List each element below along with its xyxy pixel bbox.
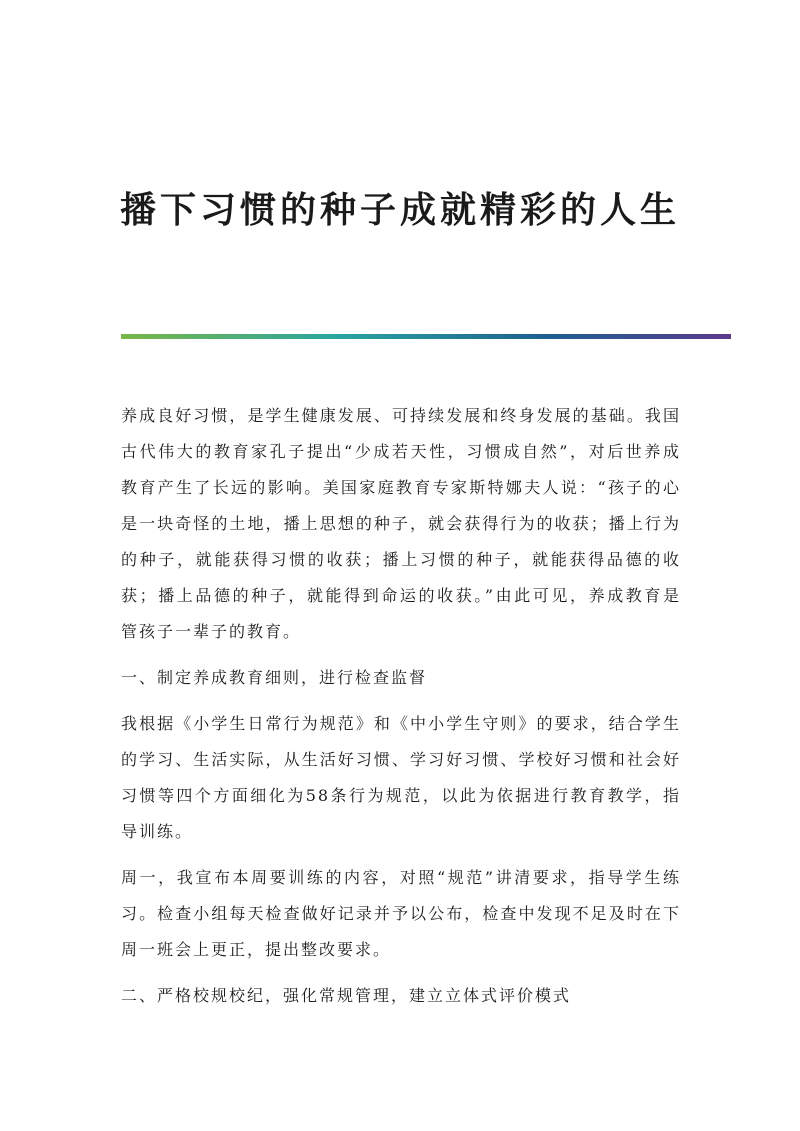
document-title: 播下习惯的种子成就精彩的人生	[119, 189, 680, 231]
document-body	[121, 398, 681, 1024]
title-divider	[121, 334, 731, 339]
paragraph-rules: 我根据《小学生日常行为规范》和《中小学生守则》的要求，结合学生的学习、生活实际，从生活好习惯、学习好习惯、学校好习惯和社会好习惯等四个方面细化为58条行为规范，以此为依据进行教育教学，指导训练。	[121, 714, 681, 841]
section-heading-2: 二、严格校规校纪，强化常规管理，建立立体式评价模式	[121, 986, 572, 1005]
section-heading-1: 一、制定养成教育细则，进行检查监督	[121, 668, 428, 687]
paragraph-weekly: 周一，我宣布本周要训练的内容，对照“规范”讲清要求，指导学生练习。检查小组每天检查做好记录并予以公布，检查中发现不足及时在下周一班会上更正，提出整改要求。	[121, 868, 681, 959]
paragraph-intro: 养成良好习惯，是学生健康发展、可持续发展和终身发展的基础。我国古代伟大的教育家孔子提出“少成若天性，习惯成自然”，对后世养成教育产生了长远的影响。美国家庭教育专家斯特娜夫人说：“孩子的心是一块奇怪的土地，播上思想的种子，就会获得行为的收获；播上行为的种子，就能获得习惯的收获；播上习惯的种子，就能获得品德的收获；播上品德的种子，就能得到命运的收获。”由此可见，养成教育是管孩子一辈子的教育。	[121, 406, 681, 641]
